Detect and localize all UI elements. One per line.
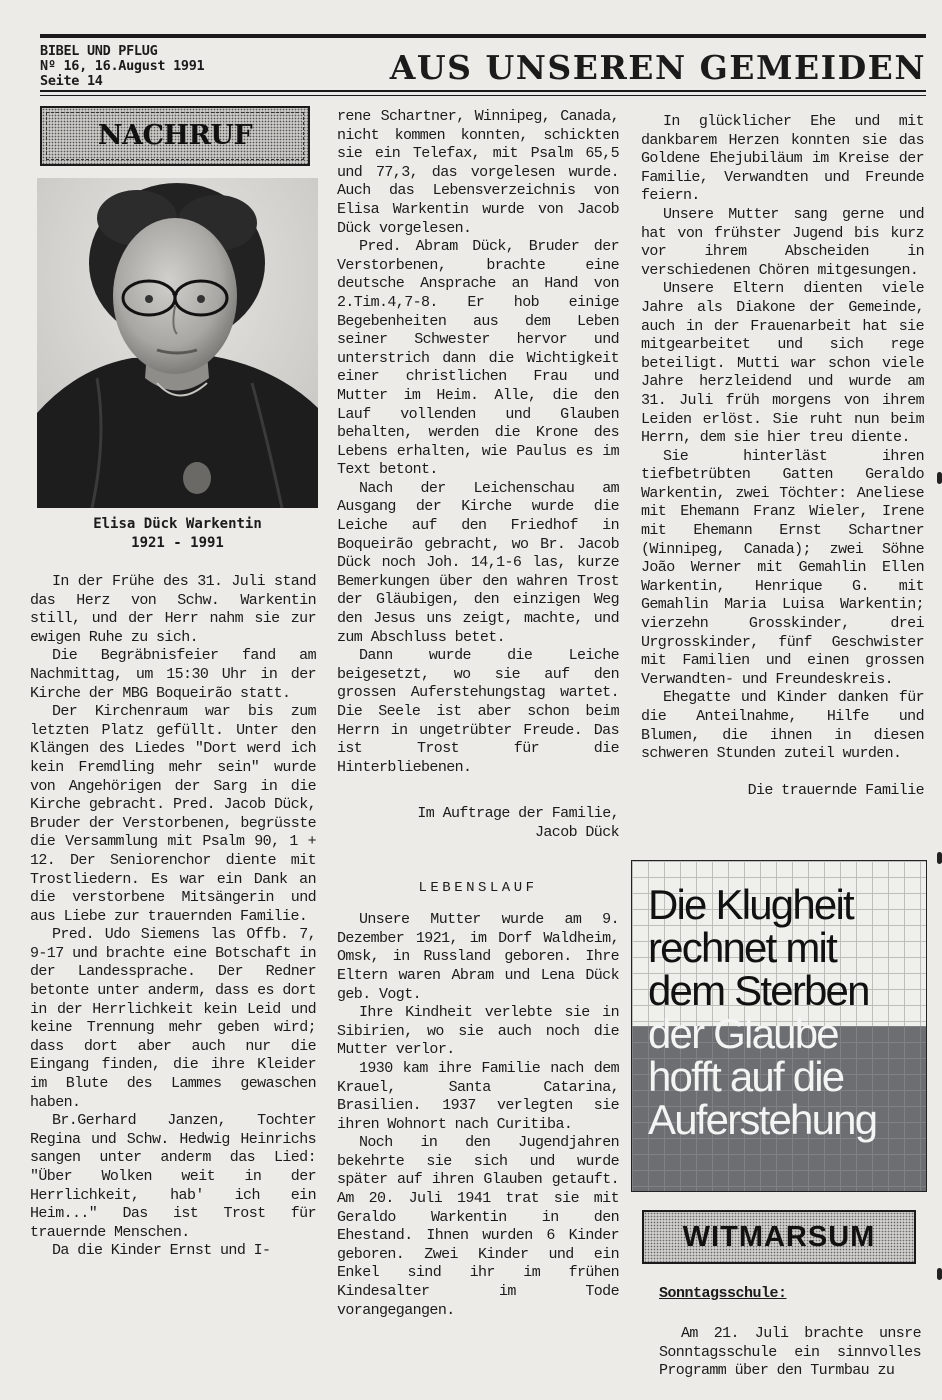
lebenslauf-heading: LEBENSLAUF <box>418 879 538 896</box>
column-3 <box>641 113 924 800</box>
paragraph: Ihre Kindheit verlebte sie in Sibirien, wo sie auch noch die Mutter verlor. <box>337 1004 619 1059</box>
paragraph: Dann wurde die Leiche beigesetzt, wo sie auf den grossen Auferstehungstag wartet. Die Seele ist aber schon beim Herrn in ungetrübter Freude. Das ist Trost für die Hinterbliebenen. <box>337 647 619 776</box>
quote-text <box>648 883 924 1141</box>
paragraph: Pred. Abram Dück, Bruder der Verstorbenen, brachte eine deutsche Ansprache an Hand von 2.Tim.4,7-8. Er hob einige Begebenheiten aus dem Leben seiner Schwester hervor und unterstrich dann die Wichtigkeit einer christlichen Frau und Mutter im Heim. Alle, die den Lauf vollenden und Glauben behalten, werden die Krone des Lebens erhalten, wie Paulus es im Text betont. <box>337 238 619 479</box>
section-title: AUS UNSEREN GEMEIDEN <box>389 48 926 87</box>
quote-graphic <box>631 860 927 1192</box>
paragraph: Sie hinterläst ihren tiefbetrübten Gatten Geraldo Warkentin, zwei Töchter: Aneliese mit Ehemann Franz Wieler, Irene mit Ehemann Ernst Schartner (Winnipeg, Canada); zwei Söhne João Werner mit Gemahlin Ellen Warkentin, Henrique G. mit Gemahlin Maria Luisa Warkentin; vierzehn Grosskinder, drei Urgrosskinder, fünf Geschwister mit Familien und einen grossen Verwandten- und Freundeskreis. <box>641 447 924 688</box>
sonntagsschule-heading: Sonntagsschule: <box>659 1285 787 1302</box>
family-signoff: Die trauernde Familie <box>747 781 924 799</box>
paragraph: Unsere Mutter sang gerne und hat von frühster Jugend bis kurz vor ihrem Abscheiden in verschiedenen Chören mitgesungen. <box>641 205 924 279</box>
column-2 <box>337 108 619 1320</box>
paragraph: Br.Gerhard Janzen, Tochter Regina und Schw. Hedwig Heinrichs sangen unter anderm das Lied: "Über Wolken weit in der Herrlichkeit, hab' ich ein Heim..." Das ist Trost für trauernde Menschen. <box>30 1112 316 1241</box>
paragraph: In glücklicher Ehe und mit dankbarem Herzen konnten sie das Goldene Ehejubiläum im Kreise der Familie, Verwandten und Freunde feiern. <box>641 113 924 205</box>
quote-line-light: hofft auf die <box>648 1053 844 1100</box>
paragraph: Unsere Eltern dienten viele Jahre als Diakone der Gemeinde, auch in der Frauenarbeit hat sie mitgearbeitet und sich rege beteiligt. Mutti war schon viele Jahre herzleidend und wurde am 31. Juli früh morgens von ihrem Leiden erlöst. Sie ruht nun beim Herrn, dem sie hier treu diente. <box>641 280 924 447</box>
paragraph: Noch in den Jugendjahren bekehrte sie sich und wurde später auf ihren Glauben getauft. Am 20. Juli 1941 trat sie mit Geraldo Warkentin in den Ehestand. Ihnen wurden 6 Kinder geboren. Zwei Kinder und ein Enkel sind ihr im frühen Kindesalter im Tode vorangegangen. <box>337 1134 619 1319</box>
header-rule-top <box>40 34 926 38</box>
column-1 <box>30 573 316 1261</box>
issue-date: Nº 16, 16.August 1991 <box>40 58 205 74</box>
paragraph: Ehegatte und Kinder danken für die Anteilnahme, Hilfe und Blumen, die ihnen in diesen schweren Stunden zuteil wurden. <box>641 689 924 763</box>
publication-info <box>40 44 204 89</box>
signoff-name: Jacob Dück <box>534 823 619 841</box>
paragraph: In der Frühe des 31. Juli stand das Herz von Schw. Warkentin still, und der Herr nahm sie zur ewigen Ruhe zu sich. <box>30 573 316 646</box>
deceased-name: Elisa Dück Warkentin <box>93 516 262 532</box>
publication-name: BIBEL UND PFLUG <box>40 43 158 59</box>
witmarsum-column <box>659 1325 921 1381</box>
nachruf-box <box>40 106 310 166</box>
signoff-line: Im Auftrage der Familie, <box>417 805 619 823</box>
quote-line-dark: rechnet mit <box>648 924 836 971</box>
paragraph: 1930 kam ihre Familie nach dem Krauel, Santa Catarina, Brasilien. 1937 verlegten sie ihren Wohnort nach Curitiba. <box>337 1059 619 1133</box>
quote-line-dark: dem Sterben <box>648 967 869 1014</box>
paragraph: Der Kirchenraum war bis zum letzten Platz gefüllt. Unter den Klängen des Liedes "Dort werd ich kein Fremdling mehr sein" wurde von Angehörigen der Sarg in die Kirche gebracht. Pred. Jacob Dück, Bruder der Verstorbenen, begrüsste die Versammlung mit Psalm 90, 1 + 12. Der Seniorenchor diente mit Trostliedern. Es war ein Dank an die verstorbene Mitsängerin und aus Liebe zur trauernden Familie. <box>30 703 316 925</box>
header-rule-bottom-thin <box>40 95 926 96</box>
paragraph: Am 21. Juli brachte unsre Sonntagsschule ein sinnvolles Programm über den Turmbau zu <box>659 1325 921 1380</box>
paragraph: Da die Kinder Ernst und I- <box>52 1242 271 1260</box>
photo-caption <box>37 515 318 553</box>
quote-line-light: der Glaube <box>648 1010 838 1057</box>
paragraph: Nach der Leichenschau am Ausgang der Kirche wurde die Leiche auf den Friedhof in Boqueirão gebracht, wo Br. Jacob Dück noch Joh. 14,1-6 las, kurze Bemerkungen über den wahren Trost der Gläubigen, den einzigen Weg den Jesus uns zeigt, machte, und zum Abschluss betet. <box>337 479 619 646</box>
portrait-photo-drawing <box>37 178 318 508</box>
edge-mark <box>937 1268 942 1280</box>
paragraph: Die Begräbnisfeier fand am Nachmittag, um 15:30 Uhr in der Kirche der MBG Boqueirão statt. <box>30 647 316 702</box>
page-number: Seite 14 <box>40 73 103 89</box>
witmarsum-banner <box>642 1210 916 1264</box>
header-rule-bottom <box>40 90 926 92</box>
quote-line-dark: Die Klugheit <box>648 881 853 928</box>
paragraph: rene Schartner, Winnipeg, Canada, nicht kommen konnten, schickten sie ein Telefax, mit Psalm 65,5 und 77,3, das vorgelesen wurde. Auch das Lebensverzeichnis von Elisa Warkentin wurde von Jacob Dück vorgelesen. <box>337 108 619 237</box>
deceased-years: 1921 - 1991 <box>131 535 224 551</box>
paragraph: Pred. Udo Siemens las Offb. 7, 9-17 und brachte eine Botschaft in der Landessprache. Der Redner betonte unter anderm, dass es dort in der Herrlichkeit kein Leid und keine Trennung mehr geben wird; dass dort aber auch nur die Eingang finden, die ihre Kleider im Blute des Lammes gewaschen haben. <box>30 926 316 1111</box>
edge-mark <box>937 472 942 484</box>
nachruf-title: NACHRUF <box>97 120 253 151</box>
quote-line-light: Auferstehung <box>648 1096 877 1143</box>
paragraph: Unsere Mutter wurde am 9. Dezember 1921, im Dorf Waldheim, Omsk, in Russland geboren. Ihre Eltern waren Abram und Lena Dück geb. Vogt. <box>337 911 619 1003</box>
portrait-photo <box>37 178 318 508</box>
edge-mark <box>937 852 942 864</box>
witmarsum-banner-title: WITMARSUM <box>682 1221 876 1253</box>
